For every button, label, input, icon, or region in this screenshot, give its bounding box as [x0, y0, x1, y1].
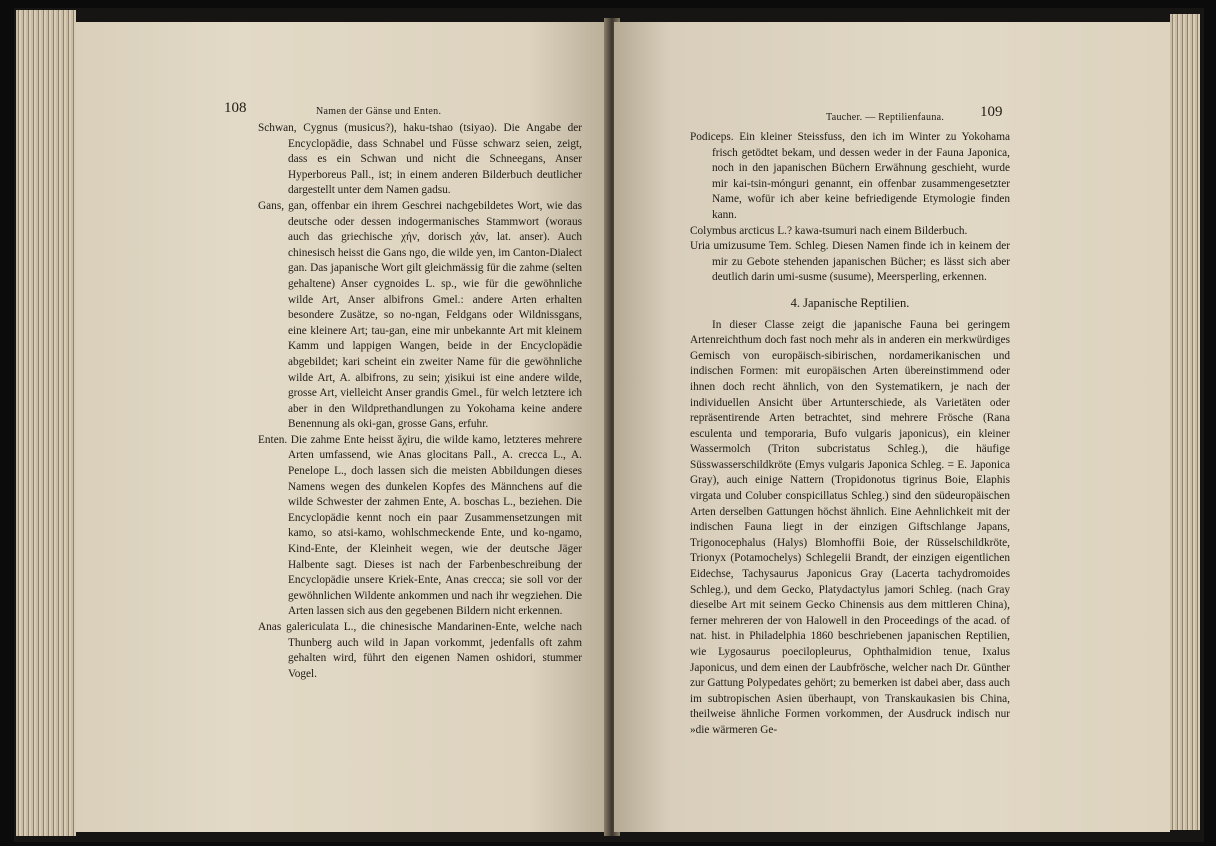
page-number: 108 — [224, 100, 247, 116]
right-text-block — [690, 130, 1010, 739]
entry-uria: Uria umizusume Tem. Schleg. Diesen Namen finde ich in keinem der mir zu Gebote stehenden japanischen Bücher; es lässt sich aber deutlich darin umi-susme (susume), Meersperling, erkennen. — [690, 240, 1010, 284]
page-number: 109 — [980, 104, 1003, 120]
section-title: 4. Japanische Reptilien. — [790, 295, 910, 310]
entry-colymbus: Colymbus arcticus L.? kawa-tsumuri nach einem Bilderbuch. — [690, 224, 968, 237]
left-page — [76, 22, 608, 832]
page-edges-left — [16, 10, 76, 836]
running-head: Taucher. — Reptilienfauna. — [826, 112, 945, 123]
section-paragraph: In dieser Classe zeigt die japanische Fauna bei geringem Artenreichthum doch fast noch mehr als in anderen ein merkwürdiges Gemisch von europäisch-sibirischen, nordamerikanischen und indischen Formen: mit europäischen Arten übereinstimmend oder ihnen doch recht ähnlich, von den Systematikern, je nach der individuellen Ansicht über Artunterschiede, als Varietäten oder repräsentirende Arten betrachtet, sind mehrere Frösche (Rana esculenta und temporaria, Bufo vulgaris japonicus), ein kleiner Wassermolch (Triton subcristatus Schleg.), die häufige Süsswasserschildkröte (Emys vulgaris Japonica Schleg. = E. Japonica Gray), auch einige Nattern (Tropidonotus tigrinus Boie, Elaphis virgata und Coluber conspicillatus Schleg.) sind den südeuropäischen Arten derselben Gattungen höchst ähnlich. Eine Aehnlichkeit mit der indischen Fauna liegt in der einzigen Giftschlange Japans, Trigonocephalus (Halys) Blomhoffii Boie, der Rüsselschildkröte, Trionyx (Potamochelys) Schlegelii Brandt, der einzigen eigentlichen Eidechse, Tachysaurus Japonicus Gray (Lacerta tachydromoides Schleg.), und dem Gecko, Platydactylus jamori Schleg. (nach Gray dieselbe Art mit seinem Gecko Chinensis aus dem mittleren China), ferner mehreren der von Halowell in den Proceedings of the acad. of nat. hist. in Philadelphia 1860 beschriebenen japanischen Reptilien, wie Lygosaurus poecilopleurus, Ophthalmidion tenue, Ixalus Japonicus, und dem einen der Laubfrösche, welcher nach Dr. Günther zur Gattung Polypedates gehört; zu bemerken ist dabei aber, dass auch im subtropischen Asien überhaupt, von Transkaukasien bis China, theilweise ähnliche Formen vorkommen, der Ausdruck indisch nur »die wärmeren Ge- — [690, 318, 1010, 736]
entry-podiceps: Podiceps. Ein kleiner Steissfuss, den ich im Winter zu Yokohama frisch getödtet bekam, und dessen weder in der Fauna Japonica, noch in den japanischen Büchern Erwähnung geschieht, wurde mir kai-tsin-mónguri genannt, ein offenbar zusammengesetzter Name, wofür ich aber keine befriedigende Etymologie finden kann. — [690, 131, 1010, 221]
entry-anas-galericulata: Anas galericulata L., die chinesische Mandarinen-Ente, welche nach Thunberg auch wild in Japan vorkommt, jedenfalls oft zahm gehalten wird, führt den eigenen Namen oshidori, stummer Vogel. — [258, 621, 582, 680]
entry-enten: Enten. Die zahme Ente heisst ăχiru, die wilde kamo, letzteres mehrere Arten umfassend, wie Anas glocitans Pall., A. crecca L., A. Penelope L., doch lassen sich die meisten Abbildungen dieses Namens wegen des dunkelen Kopfes des Männchens auf die wilde Schwester der zahmen Ente, A. boschas L., beziehen. Die Encyclopädie kennt noch ein paar Zusammensetzungen mit kamo, so atsi-kamo, wohlschmeckende Ente, und ko-ngamo, Kind-Ente, der Kleinheit wegen, wie der deutsche Jäger Halbente sagt. Dieses ist nach der Farbenbeschreibung der Encyclopädie unsere Kriek-Ente, Anas crecca; sie soll vor der gewöhnlichen Wildente ankommen und nach ihr wegziehen. Die Arten lassen sich aus den gegebenen Bildern nicht erkennen. — [258, 433, 582, 618]
left-text-block — [258, 121, 582, 682]
page-edges-right — [1170, 14, 1200, 830]
entry-schwan: Schwan, Cygnus (musicus?), haku-tshao (tsiyao). Die Angabe der Encyclopädie, dass Schnabel und Füsse schwarz seien, zeigt, dass es ein Schwan und nicht die Schneegans, Anser Hyperboreus Pall., ist; in einem anderen Bilderbuch deutlicher dargestellt unter dem Namen gadsu. — [258, 122, 582, 197]
entry-gans: Gans, gan, offenbar ein ihrem Geschrei nachgebildetes Wort, wie das deutsche oder dessen indogermanisches Stammwort (woraus auch das griechische χήν, dorisch χάν, lat. anser). Auch chinesisch heisst die Gans ngo, die wilde yen, im Canton-Dialect gan. Das japanische Wort gilt gleichmässig für die zahme (selten gehaltene) Anser cygnoides L. sp., wie für die gewöhnliche wilde Art, Anser albifrons Gmel.: andere Arten erhalten besondere Zusätze, so no-ngan, Feldgans oder Wildnissgans, eine kleinere Art; tau-gan, eine mir unbekannte Art mit kleinem Kamm und lappigen Wangen, beide in der Encyclopädie abgebildet; kari scheint ein zweiter Name für die gewöhnliche wilde Art, A. albifrons, zu sein; χisikui ist eine andere wilde, grosse Art, vielleicht Anser grandis Gmel., für welch letztere ich aber in den Wildprethandlungen zu Yokohama keine andere Benennung als oki-gan, grosse Gans, erfuhr. — [258, 199, 582, 431]
right-page — [614, 22, 1170, 832]
running-head: Namen der Gänse und Enten. — [316, 106, 442, 117]
